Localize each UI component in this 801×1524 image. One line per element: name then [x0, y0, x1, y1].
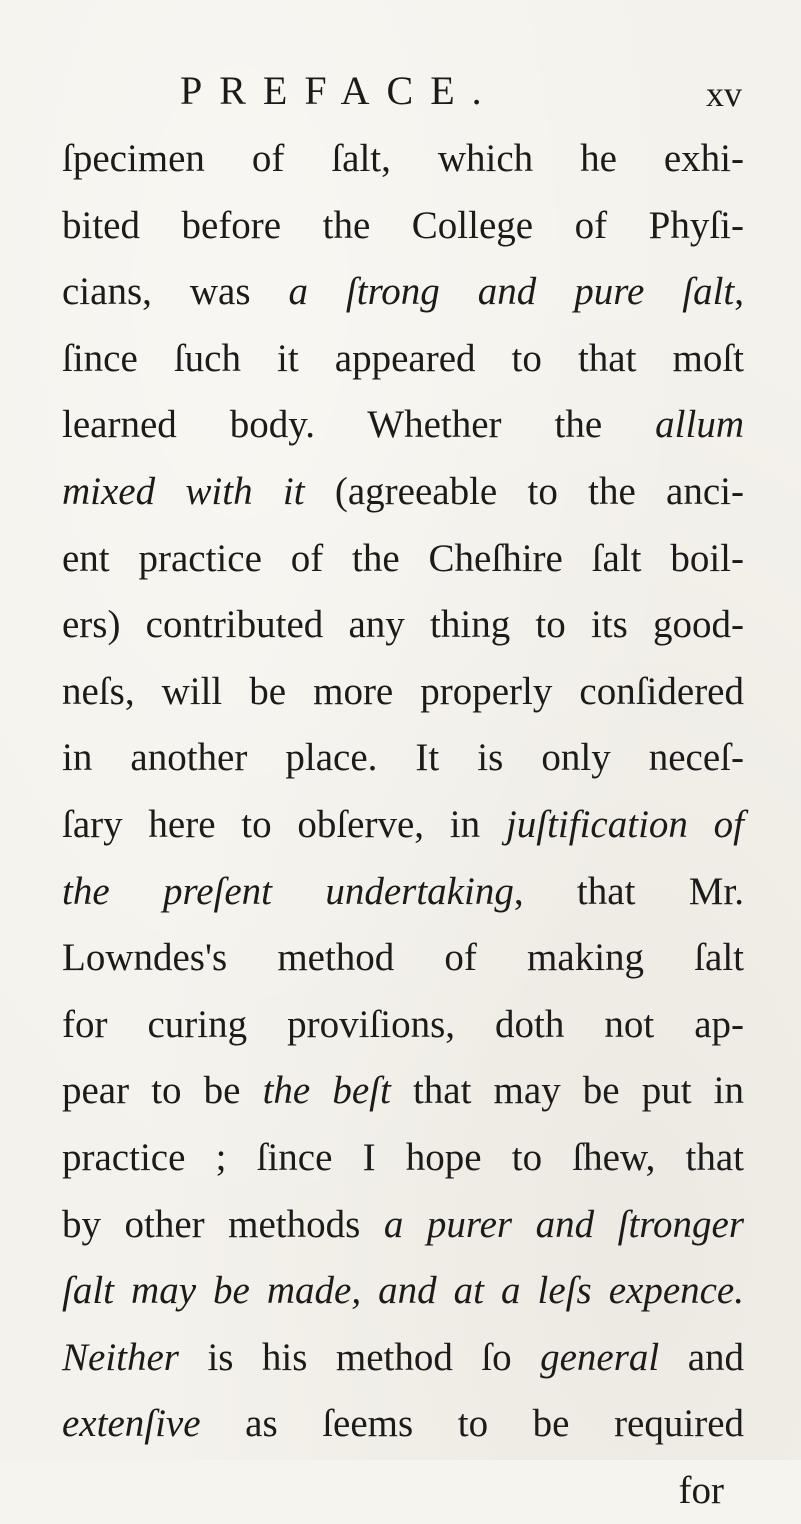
text-run: , [734, 270, 744, 314]
text-line [62, 659, 744, 726]
text-run: and [659, 1335, 744, 1379]
text-run-italic: allum [655, 403, 744, 447]
text-line [62, 1058, 744, 1125]
catchword [62, 1458, 744, 1524]
text-run: as ſeems to be required [200, 1402, 744, 1446]
text-run: bited before the College of Phyſi- [62, 203, 744, 247]
text-run: for curing proviſions, doth not ap- [62, 1002, 744, 1046]
text-run-italic: juſtification of [505, 802, 744, 846]
text-run: is his method ſo [178, 1335, 541, 1379]
text-run-italic: Neither [62, 1335, 179, 1379]
text-line [62, 193, 744, 260]
text-run: neſs, will be more properly conſidered [62, 669, 744, 713]
running-head: PREFACE. [180, 68, 499, 113]
text-run: , that Mr. [513, 869, 745, 913]
text-run-italic: general [540, 1335, 660, 1379]
text-run: ſary here to obſerve, in [62, 802, 506, 846]
text-run-italic: a ſtrong and pure ſalt [288, 270, 735, 314]
text-run: ers) contributed any thing to its good- [62, 603, 744, 647]
text-line [62, 392, 744, 459]
text-line [62, 1325, 744, 1392]
text-line [62, 725, 744, 792]
text-run: ſince ſuch it appeared to that moſt [62, 336, 744, 380]
text-run: ent practice of the Cheſhire ſalt boil- [62, 536, 744, 580]
text-line [62, 925, 744, 992]
text-line [62, 992, 744, 1059]
text-line [62, 259, 744, 326]
text-run-italic: ſalt may be made, and at a leſs expence. [62, 1269, 744, 1313]
page-header [0, 66, 801, 116]
text-line [62, 1125, 744, 1192]
text-run-italic: a purer and ſtronger [383, 1202, 744, 1246]
text-line [62, 1192, 744, 1259]
text-run: that may be put in [390, 1069, 744, 1113]
text-run: learned body. Whether the [62, 403, 656, 447]
text-line [62, 1391, 744, 1458]
text-line [62, 859, 744, 926]
text-line [62, 459, 744, 526]
text-run: (agreeable to the anci- [304, 469, 744, 513]
text-line [62, 126, 744, 193]
text-line [62, 592, 744, 659]
text-run-italic: the preſent undertaking [62, 869, 514, 913]
text-run: Lowndes's method of making ſalt [62, 936, 744, 980]
text-run: by other methods [62, 1202, 384, 1246]
text-line [62, 792, 744, 859]
text-run-italic: extenſive [62, 1402, 201, 1446]
body-text [62, 126, 744, 1524]
text-run: cians, was [62, 270, 289, 314]
text-run-italic: mixed with it [62, 469, 305, 513]
text-run: ſpecimen of ſalt, which he exhi- [62, 137, 744, 180]
text-line [62, 526, 744, 593]
text-line [62, 1258, 744, 1325]
text-run: practice ; ſince I hope to ſhew, that [62, 1135, 744, 1179]
text-run-italic: the beſt [262, 1069, 391, 1113]
page-number: xv [706, 74, 742, 114]
catchword-text: for [678, 1468, 724, 1512]
text-run: in another place. It is only neceſ- [62, 736, 744, 780]
text-run: pear to be [62, 1069, 263, 1113]
text-line [62, 326, 744, 393]
